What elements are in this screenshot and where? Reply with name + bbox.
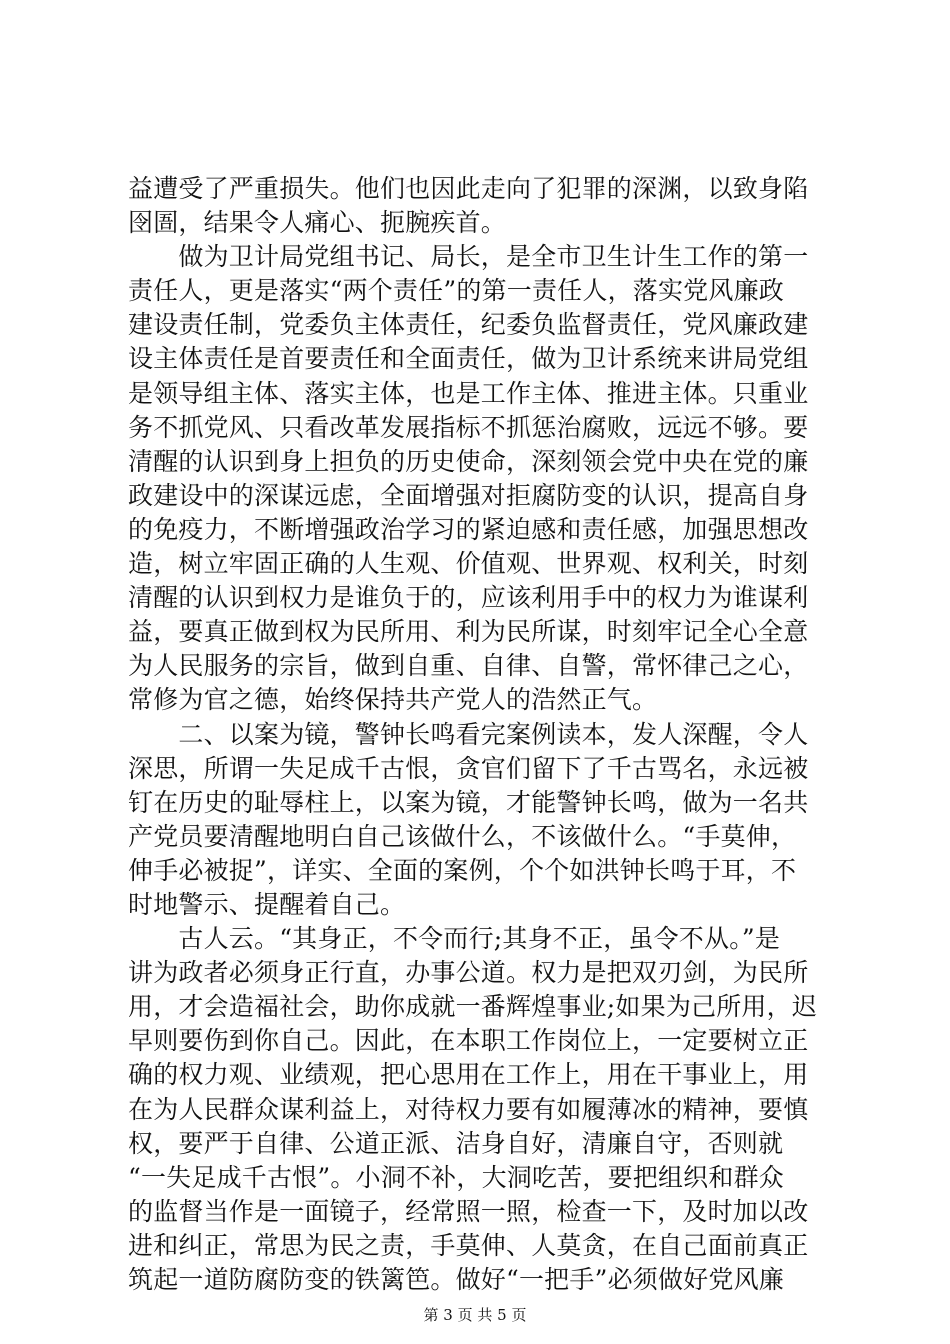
text-line: 早则要伤到你自己。因此，在本职工作岗位上，一定要树立正	[128, 1026, 809, 1056]
text-line: 时地警示、提醒着自己。	[128, 889, 406, 919]
text-line: 益，要真正做到权为民所用、利为民所谋，时刻牢记全心全意	[128, 617, 809, 647]
text-line: 的监督当作是一面镜子，经常照一照，检查一下，及时加以改	[128, 1196, 809, 1226]
document-body	[128, 172, 832, 1297]
page-footer	[0, 1305, 950, 1325]
text-line: 二、以案为镜，警钟长鸣看完案例读本，发人深醒，令人	[128, 719, 809, 749]
text-line: 是领导组主体、落实主体，也是工作主体、推进主体。只重业	[128, 378, 809, 408]
text-line: 深思，所谓一失足成千古恨，贪官们留下了千古骂名，永远被	[128, 753, 809, 783]
text-line: 务不抓党风、只看改革发展指标不抓惩治腐败，远远不够。要	[128, 412, 809, 442]
text-line: 筑起一道防腐防变的铁篱笆。做好“一把手”必须做好党风廉	[128, 1265, 784, 1294]
text-line: 在为人民群众谋利益上，对待权力要有如履薄冰的精神，要慎	[128, 1094, 809, 1124]
text-line: 造，树立牢固正确的人生观、价值观、世界观、权利关，时刻	[128, 549, 809, 579]
text-line: 古人云。“其身正，不令而行;其身不正，虽令不从。”是	[128, 924, 781, 954]
text-line: 政建设中的深谋远虑，全面增强对拒腐防变的认识，提高自身	[128, 480, 809, 510]
text-line: 用，才会造福社会，助你成就一番辉煌事业;如果为己所用，迟	[128, 992, 818, 1022]
page-number-label: 第 3 页 共 5 页	[423, 1306, 527, 1324]
text-line: 清醒的认识到身上担负的历史使命，深刻领会党中央在党的廉	[128, 446, 809, 476]
text-line: 伸手必被捉”，详实、全面的案例，个个如洪钟长鸣于耳，不	[128, 855, 797, 885]
text-line: 责任人，更是落实“两个责任”的第一责任人，落实党风廉政	[128, 276, 784, 306]
text-line: 确的权力观、业绩观，把心思用在工作上，用在干事业上，用	[128, 1060, 809, 1090]
text-line: 做为卫计局党组书记、局长，是全市卫生计生工作的第一	[128, 242, 809, 272]
text-line: 益遭受了严重损失。他们也因此走向了犯罪的深渊，以致身陷	[128, 174, 809, 203]
text-line: 囹圄，结果令人痛心、扼腕疾首。	[128, 208, 507, 238]
text-line: 为人民服务的宗旨，做到自重、自律、自警，常怀律己之心，	[128, 651, 809, 681]
text-line: 讲为政者必须身正行直，办事公道。权力是把双刃剑，为民所	[128, 958, 809, 988]
text-line: 建设责任制，党委负主体责任，纪委负监督责任，党风廉政建	[128, 310, 809, 340]
text-line: “一失足成千古恨”。小洞不补，大洞吃苦，要把组织和群众	[128, 1162, 784, 1192]
text-line: 设主体责任是首要责任和全面责任，做为卫计系统来讲局党组	[128, 344, 809, 374]
text-line: 清醒的认识到权力是谁负于的，应该利用手中的权力为谁谋利	[128, 583, 809, 613]
text-line: 进和纠正，常思为民之责，手莫伸、人莫贪，在自己面前真正	[128, 1230, 809, 1260]
text-line: 权，要严于自律、公道正派、洁身自好，清廉自守，否则就	[128, 1128, 784, 1158]
text-line: 常修为官之德，始终保持共产党人的浩然正气。	[128, 685, 658, 715]
text-line: 的免疫力，不断增强政治学习的紧迫感和责任感，加强思想改	[128, 514, 809, 544]
text-line: 钉在历史的耻辱柱上，以案为镜，才能警钟长鸣，做为一名共	[128, 787, 809, 817]
text-line: 产党员要清醒地明白自己该做什么，不该做什么。“手莫伸，	[128, 821, 797, 851]
